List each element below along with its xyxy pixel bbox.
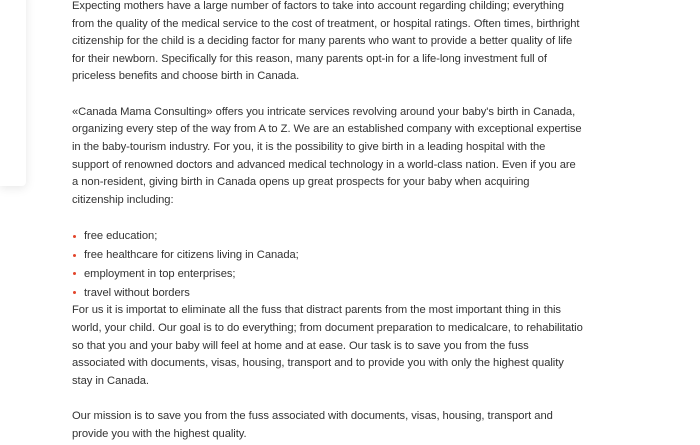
bullet-dot-icon [73, 272, 76, 275]
bullet-dot-icon [73, 254, 76, 257]
benefit-text: free education; [84, 230, 158, 243]
benefit-text: free healthcare for citizens living in Canada; [84, 248, 299, 261]
list-item [72, 246, 584, 265]
bullet-dot-icon [73, 235, 76, 238]
sidebar-card [0, 0, 26, 186]
list-item [72, 227, 584, 246]
bullet-dot-icon [73, 291, 76, 294]
paragraph-spacer [72, 86, 584, 104]
paragraph-spacer [72, 390, 584, 408]
benefit-text: employment in top enterprises; [84, 267, 236, 280]
intro-paragraph: Expecting mothers have a large number of factors to take into account regarding childing; everything from the quality of the medical service to the cost of treatment, or hospital ratings. Often times, birthright citizenship for the child is a deciding factor for many parents who want to provide a better quality of life for their newborn. Specifically for this reason, many parents opt-in for a life-long investment full of priceless benefits and choose birth in Canada. [72, 0, 580, 83]
goal-paragraph: For us it is importat to eliminate all the fuss that distract parents from the most important thing in this world, your child. Our goal is to do everything; from document preparation to medicalcare, to rehabilitatio so that you and your baby will feel at home and at ease. Our task is to save you from the fuss associated with documents, visas, housing, transport and to provide you with only the highest quality stay in Canada. [72, 304, 583, 387]
list-item [72, 265, 584, 284]
article-body [72, 0, 584, 443]
benefit-text: travel without borders [84, 286, 190, 299]
list-item [72, 284, 584, 303]
services-paragraph: «Canada Mama Consulting» offers you intricate services revolving around your baby's birth in Canada, organizing every step of the way from A to Z. We are an established company with exceptional expertise in the baby-tourism industry. For you, it is the possibility to give birth in a leading hospital with the support of renowned doctors and advanced medical technology in a world-class nation. Even if you are a non-resident, giving birth in Canada opens up great prospects for your baby when acquiring citizenship including: [72, 105, 582, 206]
mission-paragraph: Our mission is to save you from the fuss associated with documents, visas, housing, transport and provide you with the highest quality. [72, 410, 553, 440]
paragraph-spacer [72, 209, 584, 227]
benefits-list [72, 227, 584, 302]
